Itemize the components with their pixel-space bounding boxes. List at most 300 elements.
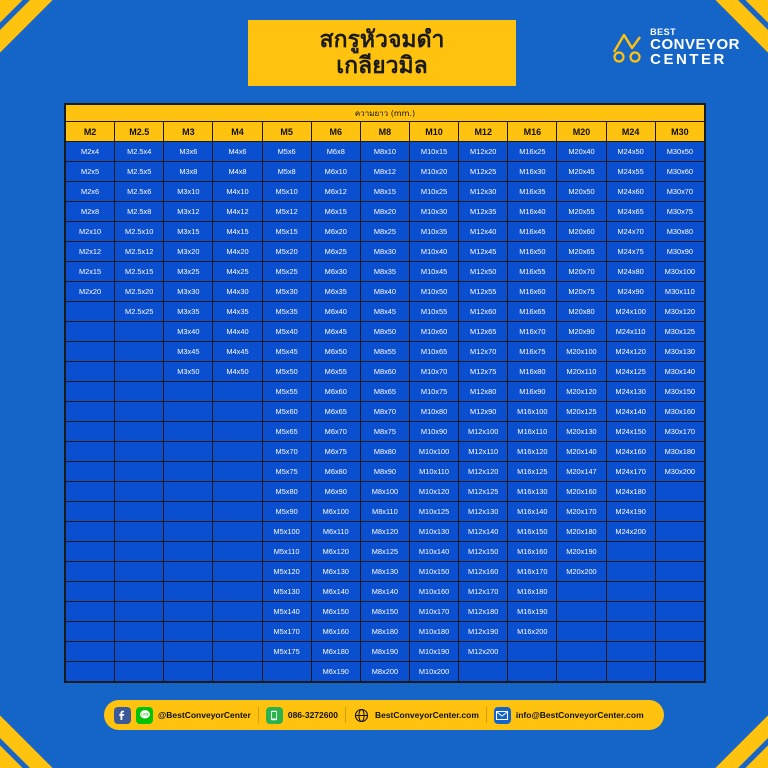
table-cell: M24x55 (606, 162, 655, 182)
table-row (66, 582, 705, 602)
table-cell: M5x175 (262, 642, 311, 662)
table-cell: M16x130 (508, 482, 557, 502)
table-cell: M8x35 (360, 262, 409, 282)
table-cell: M20x40 (557, 142, 606, 162)
table-cell: M10x200 (409, 662, 458, 682)
table-cell: M2x6 (66, 182, 115, 202)
table-cell: M24x70 (606, 222, 655, 242)
table-row (66, 462, 705, 482)
table-cell: M2x12 (66, 242, 115, 262)
table-cell: M2.5x15 (115, 262, 164, 282)
table-cell-empty (164, 422, 213, 442)
table-cell-empty (606, 642, 655, 662)
table-cell: M4x8 (213, 162, 262, 182)
table-cell-empty (557, 582, 606, 602)
table-cell: M4x12 (213, 202, 262, 222)
table-cell: M12x110 (459, 442, 508, 462)
table-cell: M8x65 (360, 382, 409, 402)
table-cell: M16x90 (508, 382, 557, 402)
table-cell: M6x140 (311, 582, 360, 602)
table-cell-empty (66, 422, 115, 442)
table-cell-empty (115, 382, 164, 402)
table-cell-empty (164, 542, 213, 562)
table-cell-empty (115, 662, 164, 682)
table-cell: M12x90 (459, 402, 508, 422)
table-cell-empty (66, 502, 115, 522)
table-cell: M6x160 (311, 622, 360, 642)
table-cell: M5x90 (262, 502, 311, 522)
table-cell: M20x45 (557, 162, 606, 182)
table-cell: M8x200 (360, 662, 409, 682)
table-cell-empty (213, 562, 262, 582)
table-cell: M16x25 (508, 142, 557, 162)
table-cell: M12x55 (459, 282, 508, 302)
table-cell: M10x35 (409, 222, 458, 242)
page-header (0, 20, 768, 92)
phone-number: 086-3272600 (287, 710, 338, 720)
table-cell: M5x45 (262, 342, 311, 362)
table-cell: M6x35 (311, 282, 360, 302)
table-cell-empty (66, 582, 115, 602)
table-cell: M5x30 (262, 282, 311, 302)
table-cell: M12x130 (459, 502, 508, 522)
table-cell-empty (115, 422, 164, 442)
table-cell: M16x110 (508, 422, 557, 442)
table-cell: M6x50 (311, 342, 360, 362)
table-cell: M10x55 (409, 302, 458, 322)
table-cell-empty (262, 662, 311, 682)
table-cell-empty (66, 402, 115, 422)
column-header-M24: M24 (606, 122, 655, 142)
table-row (66, 242, 705, 262)
table-cell: M20x65 (557, 242, 606, 262)
table-cell: M30x100 (655, 262, 704, 282)
facebook-handle: @BestConveyorCenter (158, 710, 251, 720)
table-cell-empty (508, 642, 557, 662)
table-cell: M16x170 (508, 562, 557, 582)
table-cell: M8x12 (360, 162, 409, 182)
table-cell: M20x80 (557, 302, 606, 322)
table-cell: M2.5x10 (115, 222, 164, 242)
table-cell: M2x15 (66, 262, 115, 282)
table-cell: M8x100 (360, 482, 409, 502)
table-cell: M4x50 (213, 362, 262, 382)
table-cell-empty (655, 602, 704, 622)
table-row (66, 562, 705, 582)
table-cell: M30x110 (655, 282, 704, 302)
table-cell: M5x140 (262, 602, 311, 622)
page-title-line1: สกรูหัวจมดำ (319, 26, 445, 53)
table-cell: M24x65 (606, 202, 655, 222)
table-cell: M30x125 (655, 322, 704, 342)
table-cell: M24x160 (606, 442, 655, 462)
table-cell: M20x60 (557, 222, 606, 242)
table-row (66, 482, 705, 502)
footer-facebook[interactable] (114, 707, 251, 724)
table-cell: M2x4 (66, 142, 115, 162)
table-cell-empty (606, 622, 655, 642)
table-cell: M6x8 (311, 142, 360, 162)
table-cell-empty (655, 582, 704, 602)
phone-icon (266, 707, 283, 724)
column-header-M2: M2 (66, 122, 115, 142)
table-cell: M20x147 (557, 462, 606, 482)
table-row (66, 162, 705, 182)
table-cell: M16x45 (508, 222, 557, 242)
page-title-line2: เกลียวมิล (336, 53, 428, 79)
table-cell: M5x35 (262, 302, 311, 322)
table-cell: M30x75 (655, 202, 704, 222)
table-cell: M6x90 (311, 482, 360, 502)
table-row (66, 442, 705, 462)
table-cell-empty (213, 402, 262, 422)
table-cell: M10x110 (409, 462, 458, 482)
table-cell-empty (213, 662, 262, 682)
table-cell: M6x180 (311, 642, 360, 662)
table-cell: M12x60 (459, 302, 508, 322)
table-cell: M8x25 (360, 222, 409, 242)
table-cell: M16x55 (508, 262, 557, 282)
table-cell: M10x75 (409, 382, 458, 402)
table-cell: M10x65 (409, 342, 458, 362)
table-cell: M6x150 (311, 602, 360, 622)
table-cell: M16x200 (508, 622, 557, 642)
table-cell: M5x100 (262, 522, 311, 542)
table-cell: M8x130 (360, 562, 409, 582)
table-cell: M16x100 (508, 402, 557, 422)
table-cell: M5x15 (262, 222, 311, 242)
table-cell-empty (164, 402, 213, 422)
table-cell: M6x55 (311, 362, 360, 382)
screw-size-table (64, 103, 706, 683)
table-cell: M30x90 (655, 242, 704, 262)
table-cell-empty (66, 522, 115, 542)
table-cell: M8x110 (360, 502, 409, 522)
contact-footer (104, 700, 664, 730)
table-cell-empty (557, 622, 606, 642)
column-header-M5: M5 (262, 122, 311, 142)
table-cell-empty (66, 602, 115, 622)
column-header-M30: M30 (655, 122, 704, 142)
table-cell-empty (213, 602, 262, 622)
table-cell: M8x70 (360, 402, 409, 422)
table-cell: M8x125 (360, 542, 409, 562)
table-cell-empty (655, 542, 704, 562)
table-cell: M6x10 (311, 162, 360, 182)
table-cell: M8x50 (360, 322, 409, 342)
facebook-icon (114, 707, 131, 724)
table-cell: M2.5x25 (115, 302, 164, 322)
globe-icon (353, 707, 370, 724)
table-cell: M12x35 (459, 202, 508, 222)
table-cell-empty (115, 402, 164, 422)
logo-text-line3: CENTER (650, 51, 727, 68)
table-cell: M12x120 (459, 462, 508, 482)
footer-email[interactable] (494, 707, 644, 724)
table-cell: M24x200 (606, 522, 655, 542)
table-cell: M2.5x6 (115, 182, 164, 202)
table-cell: M12x65 (459, 322, 508, 342)
conveyor-logo-icon (610, 31, 644, 65)
table-cell: M16x140 (508, 502, 557, 522)
table-cell: M12x20 (459, 142, 508, 162)
table-cell: M3x50 (164, 362, 213, 382)
table-cell: M16x120 (508, 442, 557, 462)
table-cell: M24x180 (606, 482, 655, 502)
table-cell: M10x180 (409, 622, 458, 642)
table-cell: M10x90 (409, 422, 458, 442)
envelope-icon (494, 707, 511, 724)
table-row (66, 422, 705, 442)
table-cell: M10x45 (409, 262, 458, 282)
table-cell: M16x65 (508, 302, 557, 322)
table-cell-empty (508, 662, 557, 682)
table-cell: M12x40 (459, 222, 508, 242)
table-cell: M24x60 (606, 182, 655, 202)
table-cell: M30x70 (655, 182, 704, 202)
column-header-M8: M8 (360, 122, 409, 142)
table-cell-empty (66, 462, 115, 482)
table-cell: M10x160 (409, 582, 458, 602)
table-cell: M5x50 (262, 362, 311, 382)
table-cell: M8x140 (360, 582, 409, 602)
table-cell: M8x40 (360, 282, 409, 302)
table-cell: M10x100 (409, 442, 458, 462)
table-cell-empty (164, 462, 213, 482)
table-cell-empty (213, 382, 262, 402)
table-row (66, 402, 705, 422)
table-row (66, 542, 705, 562)
table-cell: M3x35 (164, 302, 213, 322)
table-cell: M30x130 (655, 342, 704, 362)
table-cell: M5x170 (262, 622, 311, 642)
table-cell-empty (655, 502, 704, 522)
table-cell-empty (655, 622, 704, 642)
table-cell: M12x70 (459, 342, 508, 362)
table-cell: M6x60 (311, 382, 360, 402)
table-cell: M8x180 (360, 622, 409, 642)
table-cell: M5x70 (262, 442, 311, 462)
table-cell: M20x180 (557, 522, 606, 542)
table-cell: M20x55 (557, 202, 606, 222)
table-cell: M30x150 (655, 382, 704, 402)
table-cell: M12x190 (459, 622, 508, 642)
table-cell: M6x15 (311, 202, 360, 222)
table-cell: M16x150 (508, 522, 557, 542)
column-header-M12: M12 (459, 122, 508, 142)
table-cell-empty (115, 622, 164, 642)
footer-website[interactable] (353, 707, 479, 724)
footer-divider-2 (345, 707, 346, 723)
table-cell-empty (164, 562, 213, 582)
table-cell: M10x125 (409, 502, 458, 522)
table-cell: M12x140 (459, 522, 508, 542)
line-icon (136, 707, 153, 724)
table-cell: M12x50 (459, 262, 508, 282)
table-cell-empty (164, 522, 213, 542)
table-cell-empty (66, 562, 115, 582)
table-cell-empty (115, 462, 164, 482)
table-cell-empty (164, 642, 213, 662)
table-cell: M16x60 (508, 282, 557, 302)
table-cell: M4x6 (213, 142, 262, 162)
table-cell-empty (655, 562, 704, 582)
table-cell: M8x75 (360, 422, 409, 442)
table-cell-empty (164, 442, 213, 462)
table-row (66, 222, 705, 242)
table-cell: M16x190 (508, 602, 557, 622)
table-row (66, 622, 705, 642)
table-cell-empty (66, 342, 115, 362)
table-cell: M2.5x12 (115, 242, 164, 262)
table-cell: M10x25 (409, 182, 458, 202)
table-cell-empty (164, 602, 213, 622)
table-cell: M6x100 (311, 502, 360, 522)
table-cell-empty (66, 362, 115, 382)
table-cell: M2x5 (66, 162, 115, 182)
table-cell: M8x90 (360, 462, 409, 482)
table-cell: M6x12 (311, 182, 360, 202)
table-cell: M20x160 (557, 482, 606, 502)
table-cell: M24x150 (606, 422, 655, 442)
table-cell-empty (164, 662, 213, 682)
column-header-M2-5: M2.5 (115, 122, 164, 142)
table-cell: M2.5x20 (115, 282, 164, 302)
table-cell: M24x120 (606, 342, 655, 362)
table-row (66, 602, 705, 622)
table-cell: M10x40 (409, 242, 458, 262)
table-cell: M10x130 (409, 522, 458, 542)
table-cell: M24x125 (606, 362, 655, 382)
table-cell: M10x20 (409, 162, 458, 182)
website-url: BestConveyorCenter.com (374, 710, 479, 720)
table-cell-empty (459, 662, 508, 682)
table-cell: M4x30 (213, 282, 262, 302)
table-cell: M10x150 (409, 562, 458, 582)
table-cell-empty (66, 662, 115, 682)
column-header-M6: M6 (311, 122, 360, 142)
table-cell: M3x12 (164, 202, 213, 222)
table-cell-empty (213, 582, 262, 602)
table-cell: M6x110 (311, 522, 360, 542)
table-cell: M16x50 (508, 242, 557, 262)
table-cell: M6x80 (311, 462, 360, 482)
table-cell: M8x10 (360, 142, 409, 162)
table-cell-empty (115, 482, 164, 502)
table-cell: M10x60 (409, 322, 458, 342)
table-cell: M16x75 (508, 342, 557, 362)
table-cell: M30x80 (655, 222, 704, 242)
table-cell: M4x45 (213, 342, 262, 362)
footer-divider-1 (258, 707, 259, 723)
table-header-row (66, 122, 705, 142)
table-cell: M20x200 (557, 562, 606, 582)
table-cell-empty (557, 642, 606, 662)
table-cell: M24x90 (606, 282, 655, 302)
table-cell: M10x50 (409, 282, 458, 302)
table-cell: M2x10 (66, 222, 115, 242)
table-cell: M12x45 (459, 242, 508, 262)
table-cell: M3x8 (164, 162, 213, 182)
table-cell-empty (606, 602, 655, 622)
table-cell: M20x140 (557, 442, 606, 462)
table-cell: M20x75 (557, 282, 606, 302)
table-cell-empty (66, 302, 115, 322)
table-cell-empty (164, 622, 213, 642)
table-cell-empty (115, 562, 164, 582)
table-cell: M8x80 (360, 442, 409, 462)
table-cell: M12x200 (459, 642, 508, 662)
table-cell-empty (213, 622, 262, 642)
table-cell: M12x180 (459, 602, 508, 622)
table-cell: M16x160 (508, 542, 557, 562)
table-cell: M30x180 (655, 442, 704, 462)
table-cell: M3x40 (164, 322, 213, 342)
table-cell: M10x15 (409, 142, 458, 162)
table-row (66, 202, 705, 222)
table-cell: M12x160 (459, 562, 508, 582)
table-cell: M4x35 (213, 302, 262, 322)
table-cell-empty (115, 502, 164, 522)
table-cell-empty (213, 642, 262, 662)
table-cell-empty (115, 362, 164, 382)
table-cell: M3x20 (164, 242, 213, 262)
table-cell-empty (164, 582, 213, 602)
table-cell: M10x70 (409, 362, 458, 382)
table-cell: M16x180 (508, 582, 557, 602)
footer-phone[interactable] (266, 707, 338, 724)
table-cell-empty (164, 482, 213, 502)
table-cell-empty (66, 482, 115, 502)
table-cell: M5x120 (262, 562, 311, 582)
table-cell: M12x170 (459, 582, 508, 602)
table-cell: M5x110 (262, 542, 311, 562)
table-cell: M3x25 (164, 262, 213, 282)
table-cell: M10x120 (409, 482, 458, 502)
table-cell: M3x6 (164, 142, 213, 162)
table-cell: M10x170 (409, 602, 458, 622)
table-cell: M5x130 (262, 582, 311, 602)
table-cell-empty (66, 622, 115, 642)
table-cell: M5x10 (262, 182, 311, 202)
table-row (66, 502, 705, 522)
table-cell: M2.5x5 (115, 162, 164, 182)
table-cell: M10x80 (409, 402, 458, 422)
table-cell-empty (557, 602, 606, 622)
table-cell: M10x190 (409, 642, 458, 662)
table-row (66, 142, 705, 162)
column-header-M16: M16 (508, 122, 557, 142)
table-cell: M4x15 (213, 222, 262, 242)
table-cell-empty (606, 542, 655, 562)
table-cell-empty (164, 502, 213, 522)
table-cell-empty (213, 422, 262, 442)
table-cell: M16x35 (508, 182, 557, 202)
table-cell: M12x100 (459, 422, 508, 442)
table-cell: M5x60 (262, 402, 311, 422)
table-cell: M8x120 (360, 522, 409, 542)
table-cell-empty (115, 322, 164, 342)
table-cell-empty (115, 342, 164, 362)
table-cell: M20x125 (557, 402, 606, 422)
table-row (66, 662, 705, 682)
table-cell-empty (213, 542, 262, 562)
table-row (66, 282, 705, 302)
table-cell: M6x25 (311, 242, 360, 262)
footer-divider-3 (486, 707, 487, 723)
table-cell: M8x150 (360, 602, 409, 622)
table-cell: M3x15 (164, 222, 213, 242)
